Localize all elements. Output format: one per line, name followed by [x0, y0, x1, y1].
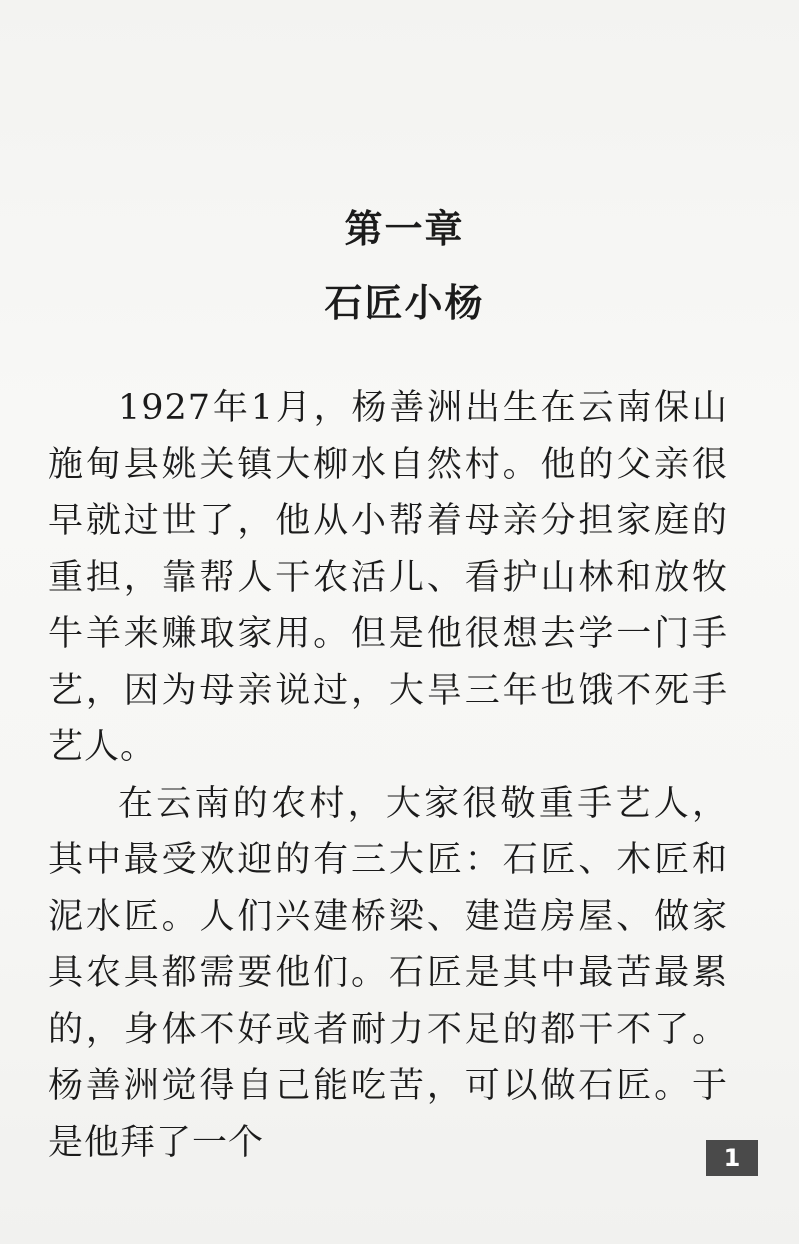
paragraph-1: 1927年1月，杨善洲出生在云南保山施甸县姚关镇大柳水自然村。他的父亲很早就过世了，他从小帮着母亲分担家庭的重担，靠帮人干农活儿、看护山林和放牧牛羊来赚取家用。但是他很想去学一门手艺，因为母亲说过，大旱三年也饿不死手艺人。 [48, 388, 728, 767]
page-number: 1 [706, 1140, 758, 1176]
chapter-header [0, 200, 799, 332]
paragraph-2: 在云南的农村，大家很敬重手艺人，其中最受欢迎的有三大匠：石匠、木匠和泥水匠。人们兴建桥梁、建造房屋、做家具农具都需要他们。石匠是其中最苦最累的，身体不好或者耐力不足的都干不了。杨善洲觉得自己能吃苦，可以做石匠。于是他拜了一个 [48, 783, 728, 1163]
chapter-title: 石匠小杨 [324, 281, 485, 325]
body-text [48, 380, 728, 1171]
chapter-number: 第一章 [344, 207, 465, 251]
